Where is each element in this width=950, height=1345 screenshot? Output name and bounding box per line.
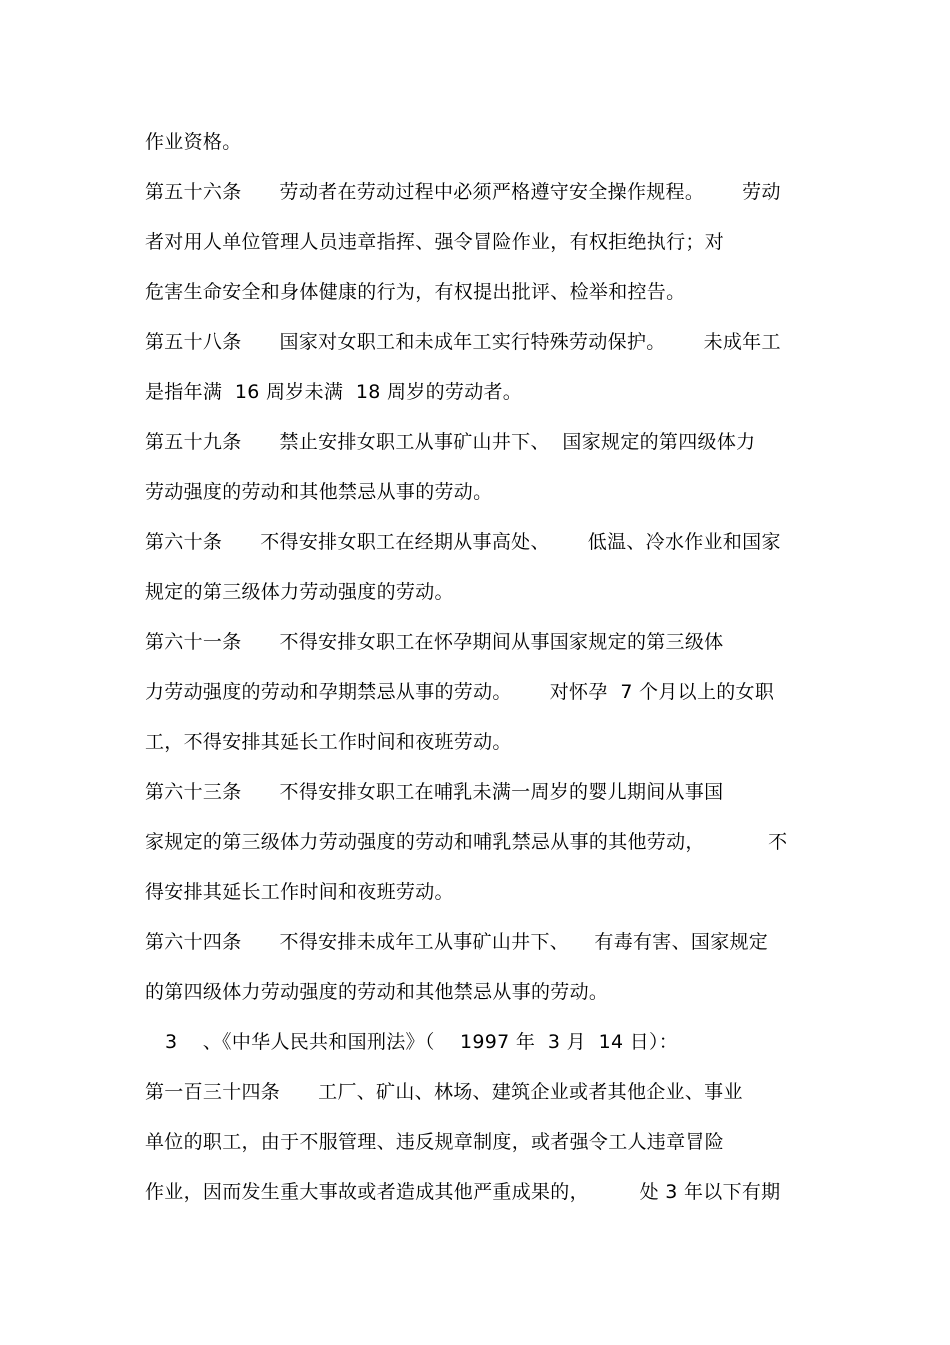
text-line: 的第四级体力劳动强度的劳动和其他禁忌从事的劳动。 bbox=[145, 981, 609, 1003]
section-heading: 3 、《中华人民共和国刑法》（ 1997 年 3 月 14 日）： bbox=[165, 1031, 679, 1053]
text-line: 第五十九条 禁止安排女职工从事矿山井下、 国家规定的第四级体力 bbox=[145, 431, 756, 453]
text-line: 工，不得安排其延长工作时间和夜班劳动。 bbox=[145, 731, 512, 753]
text-line: 作业，因而发生重大事故或者造成其他严重成果的， 处 3 年以下有期 bbox=[145, 1181, 781, 1203]
text-line: 劳动强度的劳动和其他禁忌从事的劳动。 bbox=[145, 481, 493, 503]
text-line: 第六十四条 不得安排未成年工从事矿山井下、 有毒有害、国家规定 bbox=[145, 931, 769, 953]
text-line: 第一百三十四条 工厂、矿山、林场、建筑企业或者其他企业、事业 bbox=[145, 1081, 743, 1103]
text-line: 家规定的第三级体力劳动强度的劳动和哺乳禁忌从事的其他劳动， 不 bbox=[145, 831, 788, 853]
text-line: 第六十三条 不得安排女职工在哺乳未满一周岁的婴儿期间从事国 bbox=[145, 781, 724, 803]
text-line: 第五十八条 国家对女职工和未成年工实行特殊劳动保护。 未成年工 bbox=[145, 331, 781, 353]
text-line: 单位的职工，由于不服管理、违反规章制度，或者强令工人违章冒险 bbox=[145, 1131, 725, 1153]
text-line: 规定的第三级体力劳动强度的劳动。 bbox=[145, 581, 454, 603]
text-line: 者对用人单位管理人员违章指挥、强令冒险作业，有权拒绝执行；对 bbox=[145, 231, 725, 253]
text-line: 力劳动强度的劳动和孕期禁忌从事的劳动。 对怀孕 7 个月以上的女职 bbox=[145, 681, 775, 703]
text-line: 危害生命安全和身体健康的行为，有权提出批评、检举和控告。 bbox=[145, 281, 686, 303]
text-line: 第六十一条 不得安排女职工在怀孕期间从事国家规定的第三级体 bbox=[145, 631, 724, 653]
text-line: 得安排其延长工作时间和夜班劳动。 bbox=[145, 881, 454, 903]
text-line: 第五十六条 劳动者在劳动过程中必须严格遵守安全操作规程。 劳动 bbox=[145, 181, 781, 203]
text-line: 作业资格。 bbox=[145, 131, 242, 153]
text-line: 是指年满 16 周岁未满 18 周岁的劳动者。 bbox=[145, 381, 523, 403]
text-line: 第六十条 不得安排女职工在经期从事高处、 低温、冷水作业和国家 bbox=[145, 531, 781, 553]
